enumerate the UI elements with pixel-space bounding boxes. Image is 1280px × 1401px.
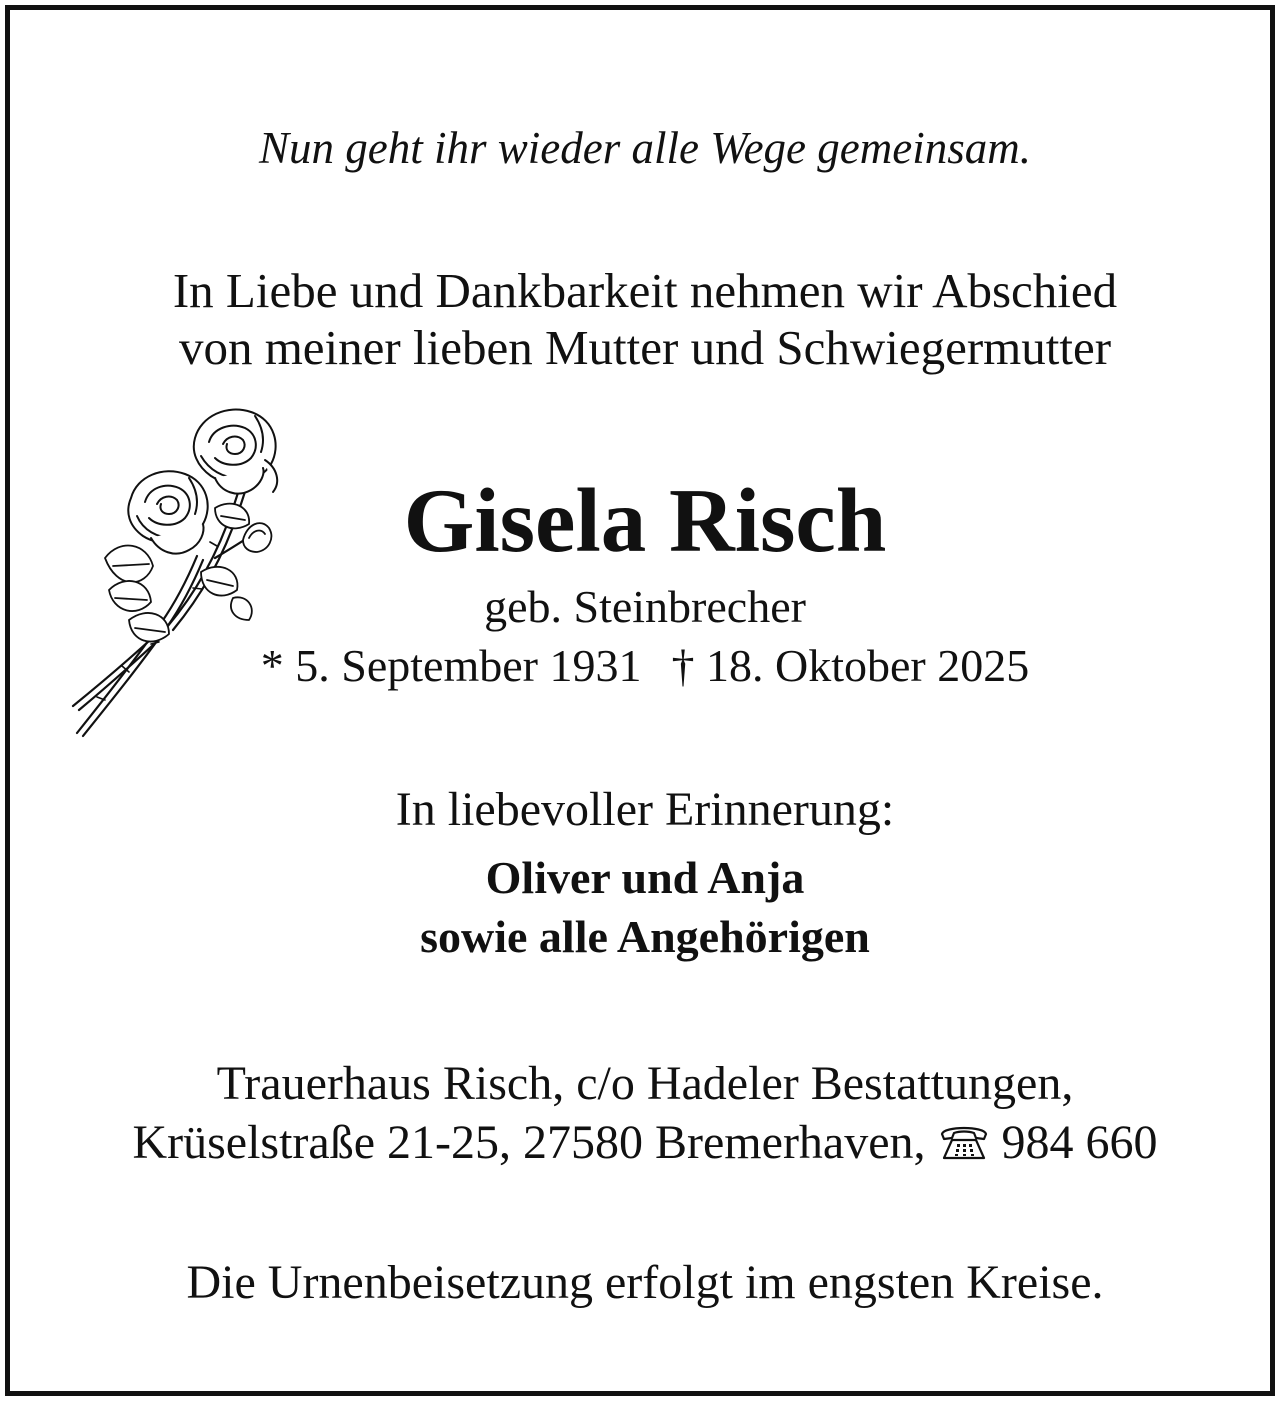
address-block <box>10 1054 1280 1172</box>
intro-line-2: von meiner lieben Mutter und Schwiegermutter <box>178 320 1112 375</box>
intro-text <box>10 262 1280 376</box>
address-line-2 <box>10 1113 1280 1172</box>
memory-line: In liebevoller Erinnerung: <box>395 783 895 836</box>
deceased-name: Gisela Risch <box>403 470 887 571</box>
telephone-icon <box>938 1122 990 1162</box>
life-dates <box>10 639 1280 693</box>
family-names <box>10 848 1280 966</box>
obituary-frame <box>5 5 1275 1396</box>
address-line-1: Trauerhaus Risch, c/o Hadeler Bestattungen, <box>216 1057 1074 1110</box>
maiden-name: geb. Steinbrecher <box>484 581 806 632</box>
motto: Nun geht ihr wieder alle Wege gemeinsam. <box>259 123 1031 173</box>
birth-date: * 5. September 1931 <box>260 640 642 691</box>
family-line-1: Oliver und Anja <box>485 852 805 903</box>
phone-number: 984 660 <box>1001 1116 1158 1169</box>
burial-note: Die Urnenbeisetzung erfolgt im engsten Kreise. <box>186 1256 1104 1309</box>
intro-line-1: In Liebe und Dankbarkeit nehmen wir Abschied <box>172 263 1118 318</box>
death-date: † 18. Oktober 2025 <box>671 640 1030 691</box>
address-street: Krüselstraße 21-25, 27580 Bremerhaven, <box>132 1116 926 1169</box>
family-line-2: sowie alle Angehörigen <box>420 911 870 962</box>
